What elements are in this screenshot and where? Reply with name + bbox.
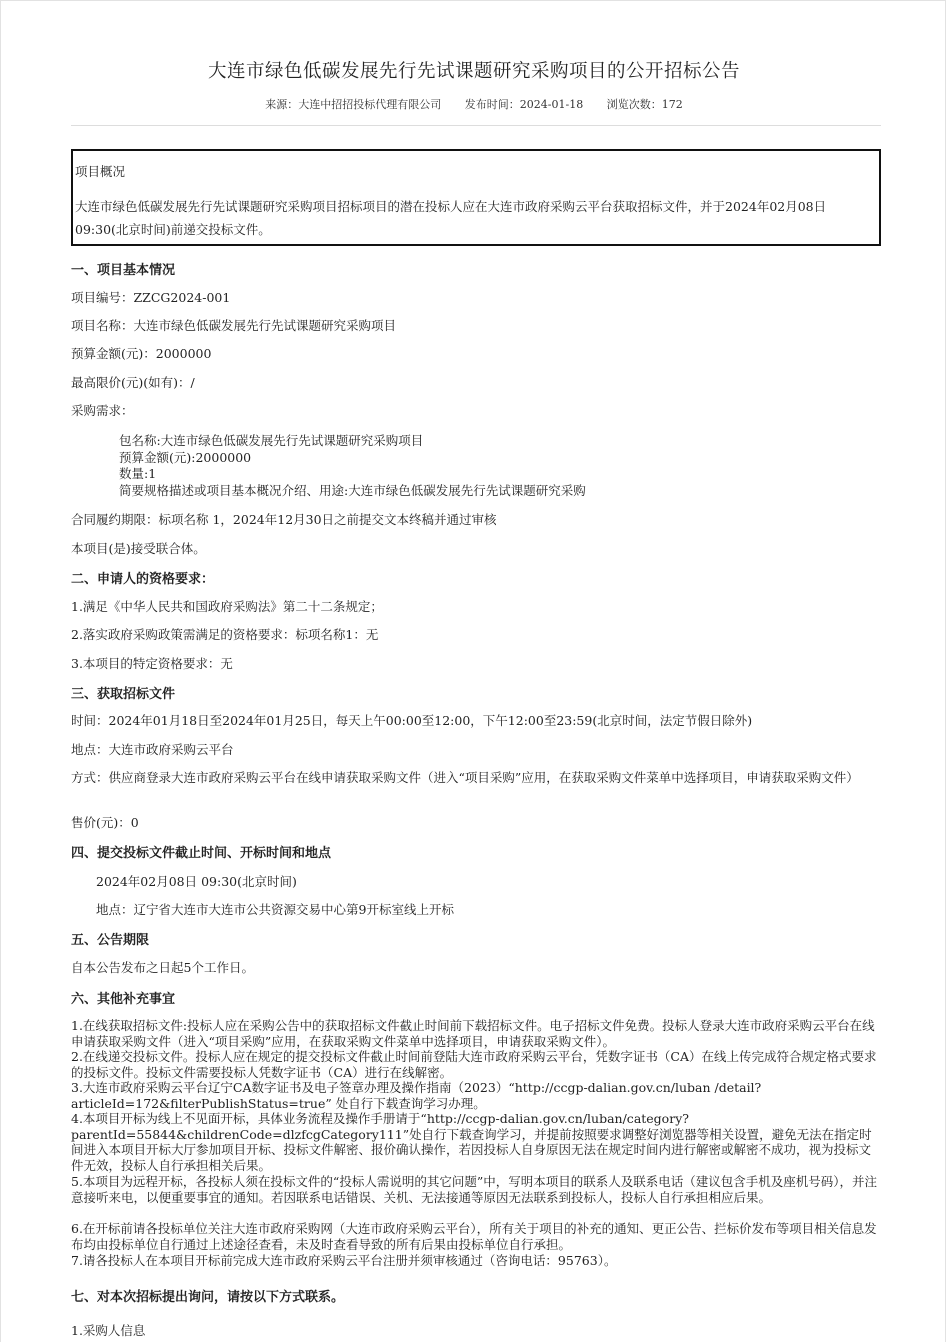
demand-label: 采购需求： (71, 403, 134, 418)
section-3-heading: 三、获取招标文件 (71, 687, 176, 702)
package-budget: 预算金额(元):2000000 (119, 450, 252, 465)
package-name: 包名称:大连市绿色低碳发展先行先试课题研究采购项目 (119, 433, 424, 448)
section-4-heading: 四、提交投标文件截止时间、开标时间和地点 (71, 846, 332, 861)
obtain-method: 方式：供应商登录大连市政府采购云平台在线申请获取采购文件（进入“项目采购”应用，在获取采购文件菜单中选择项目，申请获取采购文件） (71, 770, 859, 785)
meta-source: 来源：大连中招招投标代理有限公司 (265, 98, 442, 111)
meta-line (1, 96, 947, 112)
supplement-item-2: 2.在线递交投标文件。投标人应在规定的提交投标文件截止时间前登陆大连市政府采购云平台，凭数字证书（CA）在线上传完成符合规定格式要求的投标文件。投标文件需要投标人凭数字证书（CA）进行在线解密。 (71, 1049, 877, 1080)
supplement-item-6: 6.在开标前请各投标单位关注大连市政府采购网（大连市政府采购云平台），所有关于项目的补充的通知、更正公告、拦标价发布等项目相关信息发布均由投标单位自行通过上述途径查看，未及时查看导致的所有后果由投标单位自行承担。 (71, 1221, 877, 1252)
page-title: 大连市绿色低碳发展先行先试课题研究采购项目的公开招标公告 (207, 61, 740, 82)
qualification-item-2: 2.落实政府采购政策需满足的资格要求：标项名称1：无 (71, 627, 379, 642)
supplement-item-5: 5.本项目为远程开标，各投标人须在投标文件的“投标人需说明的其它问题”中，写明本项目的联系人及联系电话（建议包含手机及座机号码），并注意接听来电，以便重要事宜的通知。若因联系电话错误、关机、无法接通等原因无法联系到投标人，投标人自行承担相应后果。 (71, 1174, 877, 1205)
supplement-item-4: 4.本项目开标为线上不见面开标，具体业务流程及操作手册请于“http://ccgp-dalian.gov.cn/luban/category?parentId=55844&childrenCode=dlzfcgCategory111”处自行下载查询学习，并提前按照要求调整好浏览器等相关设置，避免无法在指定时间进入本项目开标大厅参加项目开标、投标文件解密、报价确认操作，若因投标人自身原因无法在规定时间内进行解密或解密不成功，视为投标文件无效，投标人自行承担相关后果。 (71, 1111, 872, 1174)
project-name: 项目名称：大连市绿色低碳发展先行先试课题研究采购项目 (71, 318, 397, 333)
purchaser-info: 1.采购人信息 (71, 1323, 146, 1338)
consortium-note: 本项目(是)接受联合体。 (71, 541, 206, 556)
supplement-item-7: 7.请各投标人在本项目开标前完成大连市政府采购云平台注册并须审核通过（咨询电话：95763）。 (71, 1253, 617, 1268)
section-1-heading: 一、项目基本情况 (71, 263, 176, 278)
budget-amount: 预算金额(元)：2000000 (71, 346, 212, 361)
notice-period: 自本公告发布之日起5个工作日。 (71, 960, 254, 975)
obtain-time: 时间：2024年01月18日至2024年01月25日，每天上午00:00至12:00，下午12:00至23:59(北京时间，法定节假日除外) (71, 713, 753, 728)
section-2-heading: 二、申请人的资格要求： (71, 572, 215, 587)
overview-heading: 项目概况 (75, 164, 126, 179)
project-number: 项目编号：ZZCG2024-001 (71, 290, 231, 305)
qualification-item-3: 3.本项目的特定资格要求：无 (71, 656, 233, 671)
section-7-heading: 七、对本次招标提出询问，请按以下方式联系。 (71, 1290, 345, 1305)
package-quantity: 数量:1 (119, 466, 157, 481)
bid-opening-place: 地点：辽宁省大连市大连市公共资源交易中心第9开标室线上开标 (96, 902, 454, 917)
package-description: 简要规格描述或项目基本概况介绍、用途:大连市绿色低碳发展先行先试课题研究采购 (119, 483, 586, 498)
overview-box (71, 149, 881, 246)
overview-text: 大连市绿色低碳发展先行先试课题研究采购项目招标项目的潜在投标人应在大连市政府采购云平台获取招标文件，并于2024年02月08日 09:30(北京时间)前递交投标文件。 (75, 199, 827, 237)
meta-publish-time: 发布时间：2024-01-18 (464, 98, 584, 111)
divider (71, 125, 881, 126)
max-price: 最高限价(元)(如有)：/ (71, 375, 195, 390)
section-6-heading: 六、其他补充事宜 (71, 992, 176, 1007)
supplement-item-1: 1.在线获取招标文件:投标人应在采购公告中的获取招标文件截止时间前下载招标文件。电子招标文件免费。投标人登录大连市政府采购云平台在线申请获取采购文件（进入“项目采购”应用，在获取采购文件菜单中选择项目，申请获取采购文件）。 (71, 1018, 875, 1049)
meta-views: 浏览次数：172 (606, 98, 683, 111)
section-5-heading: 五、公告期限 (71, 933, 150, 948)
obtain-price: 售价(元)：0 (71, 815, 139, 830)
qualification-item-1: 1.满足《中华人民共和国政府采购法》第二十二条规定； (71, 599, 383, 614)
supplement-item-3: 3.大连市政府采购云平台辽宁CA数字证书及电子签章办理及操作指南（2023）“http://ccgp-dalian.gov.cn/luban /detail?articleId=172&filterPublishStatus=true” 处自行下载查询学习办理。 (71, 1080, 762, 1111)
bid-deadline: 2024年02月08日 09:30(北京时间) (96, 874, 297, 889)
obtain-place: 地点：大连市政府采购云平台 (71, 742, 234, 757)
contract-period: 合同履约期限：标项名称 1，2024年12月30日之前提交文本终稿并通过审核 (71, 512, 497, 527)
